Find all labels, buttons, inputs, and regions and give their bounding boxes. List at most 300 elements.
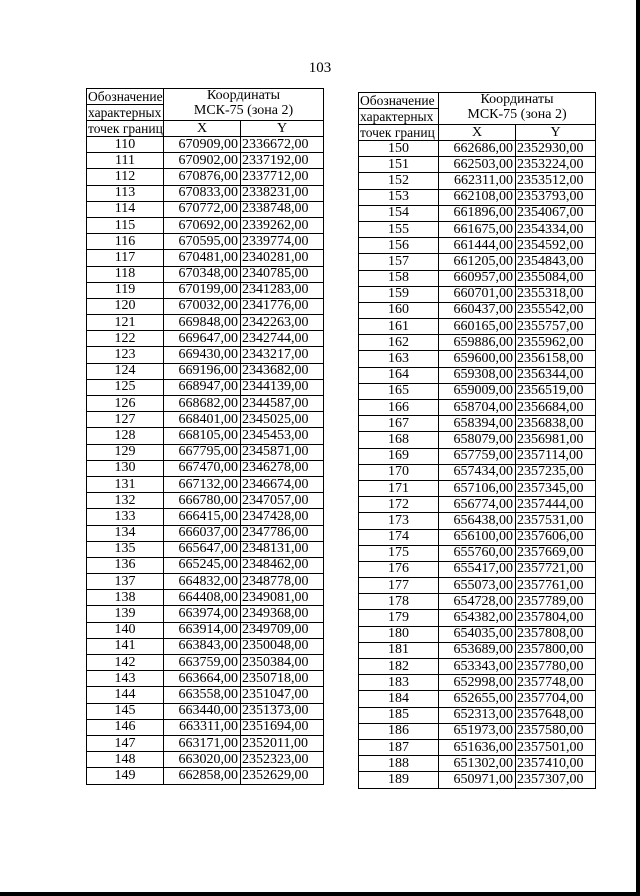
point-id: 176 [359, 561, 439, 577]
coord-y: 2345453,00 [241, 428, 324, 444]
coord-x: 663171,00 [164, 735, 241, 751]
coord-y: 2357235,00 [516, 464, 596, 480]
table-row [87, 412, 324, 428]
coord-y: 2342263,00 [241, 315, 324, 331]
coord-y: 2351694,00 [241, 719, 324, 735]
coord-y: 2353793,00 [516, 189, 596, 205]
coord-y: 2355542,00 [516, 302, 596, 318]
table-row [359, 254, 596, 270]
table-row [87, 234, 324, 250]
point-id: 125 [87, 379, 164, 395]
coord-x: 661444,00 [439, 238, 516, 254]
point-id: 156 [359, 238, 439, 254]
coord-x: 663664,00 [164, 671, 241, 687]
coord-x: 670833,00 [164, 185, 241, 201]
point-id: 120 [87, 298, 164, 314]
table-row [359, 642, 596, 658]
coord-y: 2357606,00 [516, 529, 596, 545]
point-id: 135 [87, 541, 164, 557]
coord-x: 664408,00 [164, 590, 241, 606]
table-row [87, 250, 324, 266]
coord-x: 650971,00 [439, 772, 516, 788]
coord-x: 658704,00 [439, 400, 516, 416]
table-row [359, 772, 596, 788]
coord-y: 2346674,00 [241, 476, 324, 492]
coord-x: 654382,00 [439, 610, 516, 626]
coord-x: 652313,00 [439, 707, 516, 723]
coord-y: 2354334,00 [516, 221, 596, 237]
point-id: 119 [87, 282, 164, 298]
coord-x: 663558,00 [164, 687, 241, 703]
table-row [87, 363, 324, 379]
point-id: 128 [87, 428, 164, 444]
coord-y: 2352011,00 [241, 735, 324, 751]
coord-x: 657759,00 [439, 448, 516, 464]
coord-y: 2357748,00 [516, 675, 596, 691]
point-id: 174 [359, 529, 439, 545]
coord-y: 2347057,00 [241, 493, 324, 509]
point-id: 131 [87, 476, 164, 492]
point-id: 110 [87, 137, 164, 153]
coord-y: 2343217,00 [241, 347, 324, 363]
table-row [87, 655, 324, 671]
coord-y: 2357721,00 [516, 561, 596, 577]
coord-x: 659308,00 [439, 367, 516, 383]
coord-y: 2347786,00 [241, 525, 324, 541]
table-row [359, 707, 596, 723]
coord-x: 657434,00 [439, 464, 516, 480]
point-id: 175 [359, 545, 439, 561]
table-row [359, 756, 596, 772]
coord-y: 2336672,00 [241, 137, 324, 153]
coord-y: 2357345,00 [516, 480, 596, 496]
coord-x: 662858,00 [164, 768, 241, 784]
table-row [359, 351, 596, 367]
table-row [87, 396, 324, 412]
point-id: 144 [87, 687, 164, 703]
coord-y: 2357789,00 [516, 594, 596, 610]
table-row [87, 444, 324, 460]
header-y: Y [516, 125, 596, 141]
coord-y: 2349081,00 [241, 590, 324, 606]
header-coordinates-title: Координаты [480, 92, 554, 107]
coord-x: 651302,00 [439, 756, 516, 772]
header-y: Y [241, 121, 324, 137]
point-id: 157 [359, 254, 439, 270]
coord-x: 663974,00 [164, 606, 241, 622]
point-id: 126 [87, 396, 164, 412]
table-row [87, 298, 324, 314]
table-row [87, 476, 324, 492]
coord-y: 2349368,00 [241, 606, 324, 622]
coord-x: 670876,00 [164, 169, 241, 185]
coord-y: 2350384,00 [241, 655, 324, 671]
table-row [87, 428, 324, 444]
coord-y: 2348462,00 [241, 557, 324, 573]
coord-y: 2356158,00 [516, 351, 596, 367]
table-row [87, 752, 324, 768]
table-row [359, 675, 596, 691]
point-id: 158 [359, 270, 439, 286]
point-id: 148 [87, 752, 164, 768]
table-row [359, 238, 596, 254]
coord-x: 659886,00 [439, 335, 516, 351]
coord-x: 667470,00 [164, 460, 241, 476]
table-row [359, 319, 596, 335]
point-id: 167 [359, 416, 439, 432]
coord-y: 2342744,00 [241, 331, 324, 347]
coord-x: 662503,00 [439, 157, 516, 173]
coord-x: 667795,00 [164, 444, 241, 460]
coordinates-body-right [359, 141, 596, 789]
table-row [87, 347, 324, 363]
scan-border-right [636, 0, 640, 896]
table-row [359, 610, 596, 626]
coord-y: 2357531,00 [516, 513, 596, 529]
point-id: 187 [359, 739, 439, 755]
coord-x: 655760,00 [439, 545, 516, 561]
table-row [359, 691, 596, 707]
coord-x: 670902,00 [164, 153, 241, 169]
point-id: 160 [359, 302, 439, 318]
header-coordinates [439, 93, 596, 125]
table-row [359, 723, 596, 739]
coord-x: 660957,00 [439, 270, 516, 286]
coord-x: 670032,00 [164, 298, 241, 314]
table-row [359, 141, 596, 157]
table-row [359, 432, 596, 448]
table-row [87, 687, 324, 703]
point-id: 153 [359, 189, 439, 205]
table-row [359, 416, 596, 432]
coord-y: 2357114,00 [516, 448, 596, 464]
coord-y: 2357804,00 [516, 610, 596, 626]
coord-y: 2357580,00 [516, 723, 596, 739]
point-id: 168 [359, 432, 439, 448]
coord-x: 652655,00 [439, 691, 516, 707]
table-row [87, 169, 324, 185]
coord-y: 2352323,00 [241, 752, 324, 768]
point-id: 139 [87, 606, 164, 622]
coord-x: 670692,00 [164, 217, 241, 233]
coord-x: 662311,00 [439, 173, 516, 189]
coord-y: 2356838,00 [516, 416, 596, 432]
table-row [87, 266, 324, 282]
coord-x: 670199,00 [164, 282, 241, 298]
coord-y: 2357648,00 [516, 707, 596, 723]
table-row [87, 460, 324, 476]
table-row [359, 270, 596, 286]
coord-x: 657106,00 [439, 480, 516, 496]
header-coordinates [164, 89, 324, 121]
coord-x: 666780,00 [164, 493, 241, 509]
point-id: 121 [87, 315, 164, 331]
coord-y: 2356981,00 [516, 432, 596, 448]
table-row [359, 302, 596, 318]
point-id: 111 [87, 153, 164, 169]
point-id: 118 [87, 266, 164, 282]
coord-y: 2355757,00 [516, 319, 596, 335]
point-id: 171 [359, 480, 439, 496]
coord-y: 2357410,00 [516, 756, 596, 772]
coord-y: 2337712,00 [241, 169, 324, 185]
coord-y: 2355318,00 [516, 286, 596, 302]
point-id: 155 [359, 221, 439, 237]
point-id: 177 [359, 578, 439, 594]
coord-y: 2352629,00 [241, 768, 324, 784]
point-id: 140 [87, 622, 164, 638]
coord-x: 654728,00 [439, 594, 516, 610]
point-id: 124 [87, 363, 164, 379]
point-id: 189 [359, 772, 439, 788]
coord-y: 2348778,00 [241, 574, 324, 590]
coord-x: 670348,00 [164, 266, 241, 282]
point-id: 161 [359, 319, 439, 335]
coord-x: 666415,00 [164, 509, 241, 525]
table-row [87, 509, 324, 525]
coord-y: 2350048,00 [241, 638, 324, 654]
coord-x: 670481,00 [164, 250, 241, 266]
coord-y: 2354843,00 [516, 254, 596, 270]
table-row [359, 480, 596, 496]
coord-y: 2357307,00 [516, 772, 596, 788]
table-row [359, 561, 596, 577]
point-id: 122 [87, 331, 164, 347]
table-row [87, 703, 324, 719]
coord-y: 2357444,00 [516, 497, 596, 513]
point-id: 142 [87, 655, 164, 671]
point-id: 179 [359, 610, 439, 626]
point-id: 152 [359, 173, 439, 189]
coord-x: 663759,00 [164, 655, 241, 671]
point-id: 185 [359, 707, 439, 723]
coord-x: 663914,00 [164, 622, 241, 638]
table-row [87, 606, 324, 622]
coord-y: 2355084,00 [516, 270, 596, 286]
point-id: 147 [87, 735, 164, 751]
point-id: 182 [359, 659, 439, 675]
coord-y: 2352930,00 [516, 141, 596, 157]
coord-x: 655417,00 [439, 561, 516, 577]
point-id: 166 [359, 400, 439, 416]
table-row [359, 448, 596, 464]
coord-y: 2354592,00 [516, 238, 596, 254]
coord-x: 655073,00 [439, 578, 516, 594]
header-coordinate-system: МСК-75 (зона 2) [193, 102, 294, 118]
table-row [87, 315, 324, 331]
point-id: 141 [87, 638, 164, 654]
point-id: 173 [359, 513, 439, 529]
table-row [359, 739, 596, 755]
coord-y: 2357780,00 [516, 659, 596, 675]
point-id: 137 [87, 574, 164, 590]
point-id: 170 [359, 464, 439, 480]
point-id: 178 [359, 594, 439, 610]
table-row [359, 173, 596, 189]
point-id: 164 [359, 367, 439, 383]
coord-y: 2347428,00 [241, 509, 324, 525]
coord-x: 661205,00 [439, 254, 516, 270]
table-row [87, 768, 324, 784]
coord-x: 663311,00 [164, 719, 241, 735]
table-row [359, 529, 596, 545]
point-id: 165 [359, 383, 439, 399]
coord-x: 651636,00 [439, 739, 516, 755]
header-designation-line-3: точек границ [359, 125, 439, 141]
coord-x: 668947,00 [164, 379, 241, 395]
point-id: 115 [87, 217, 164, 233]
coord-x: 660701,00 [439, 286, 516, 302]
coord-x: 670909,00 [164, 137, 241, 153]
coord-y: 2350718,00 [241, 671, 324, 687]
table-row [359, 513, 596, 529]
coord-y: 2357501,00 [516, 739, 596, 755]
table-row [359, 221, 596, 237]
coord-y: 2345025,00 [241, 412, 324, 428]
coord-y: 2356344,00 [516, 367, 596, 383]
point-id: 180 [359, 626, 439, 642]
coord-x: 665245,00 [164, 557, 241, 573]
coord-x: 670772,00 [164, 201, 241, 217]
point-id: 188 [359, 756, 439, 772]
header-designation-line-2: характерных [359, 109, 439, 125]
table-row [87, 590, 324, 606]
point-id: 169 [359, 448, 439, 464]
coord-x: 656774,00 [439, 497, 516, 513]
table-row [359, 578, 596, 594]
coord-x: 663843,00 [164, 638, 241, 654]
coord-y: 2353224,00 [516, 157, 596, 173]
coord-y: 2338748,00 [241, 201, 324, 217]
coord-x: 670595,00 [164, 234, 241, 250]
point-id: 143 [87, 671, 164, 687]
table-row [87, 153, 324, 169]
header-x: X [439, 125, 516, 141]
point-id: 116 [87, 234, 164, 250]
coord-x: 653343,00 [439, 659, 516, 675]
table-row [359, 383, 596, 399]
table-row [359, 286, 596, 302]
header-designation-line-1: Обозначение [359, 93, 439, 109]
coord-y: 2357761,00 [516, 578, 596, 594]
coord-y: 2354067,00 [516, 205, 596, 221]
table-row [87, 557, 324, 573]
table-row [87, 638, 324, 654]
coord-y: 2339262,00 [241, 217, 324, 233]
coord-y: 2341283,00 [241, 282, 324, 298]
table-row [87, 525, 324, 541]
header-x: X [164, 121, 241, 137]
header-coordinates-title: Координаты [207, 88, 280, 103]
coord-y: 2357808,00 [516, 626, 596, 642]
coord-y: 2345871,00 [241, 444, 324, 460]
coord-y: 2356519,00 [516, 383, 596, 399]
point-id: 146 [87, 719, 164, 735]
point-id: 172 [359, 497, 439, 513]
table-row [87, 201, 324, 217]
point-id: 117 [87, 250, 164, 266]
coord-x: 667132,00 [164, 476, 241, 492]
table-row [359, 659, 596, 675]
coord-y: 2346278,00 [241, 460, 324, 476]
coord-y: 2344587,00 [241, 396, 324, 412]
table-row [87, 137, 324, 153]
table-row [87, 331, 324, 347]
table-row [359, 367, 596, 383]
coord-x: 662108,00 [439, 189, 516, 205]
coord-x: 665647,00 [164, 541, 241, 557]
coord-x: 652998,00 [439, 675, 516, 691]
coord-y: 2337192,00 [241, 153, 324, 169]
coord-x: 653689,00 [439, 642, 516, 658]
point-id: 136 [87, 557, 164, 573]
table-row [87, 282, 324, 298]
coord-x: 669647,00 [164, 331, 241, 347]
coord-x: 660165,00 [439, 319, 516, 335]
coord-x: 663440,00 [164, 703, 241, 719]
point-id: 181 [359, 642, 439, 658]
scan-border-bottom [0, 892, 640, 896]
table-row [359, 400, 596, 416]
table-row [359, 594, 596, 610]
coord-x: 668682,00 [164, 396, 241, 412]
coord-y: 2353512,00 [516, 173, 596, 189]
coord-x: 659009,00 [439, 383, 516, 399]
point-id: 162 [359, 335, 439, 351]
point-id: 154 [359, 205, 439, 221]
coord-x: 662686,00 [439, 141, 516, 157]
coord-y: 2357669,00 [516, 545, 596, 561]
table-row [87, 217, 324, 233]
coord-y: 2340785,00 [241, 266, 324, 282]
coordinates-table-left [86, 88, 324, 785]
table-row [359, 626, 596, 642]
table-row [359, 157, 596, 173]
coord-x: 651973,00 [439, 723, 516, 739]
point-id: 112 [87, 169, 164, 185]
coord-y: 2343682,00 [241, 363, 324, 379]
table-row [359, 464, 596, 480]
point-id: 130 [87, 460, 164, 476]
coord-y: 2344139,00 [241, 379, 324, 395]
point-id: 114 [87, 201, 164, 217]
table-row [87, 185, 324, 201]
point-id: 145 [87, 703, 164, 719]
table-row [359, 189, 596, 205]
coord-x: 654035,00 [439, 626, 516, 642]
coord-x: 659600,00 [439, 351, 516, 367]
coord-y: 2339774,00 [241, 234, 324, 250]
point-id: 184 [359, 691, 439, 707]
point-id: 133 [87, 509, 164, 525]
table-row [87, 671, 324, 687]
table-row [359, 335, 596, 351]
table-row [87, 541, 324, 557]
coordinates-table-right [358, 92, 596, 789]
table-row [87, 622, 324, 638]
point-id: 113 [87, 185, 164, 201]
coord-y: 2341776,00 [241, 298, 324, 314]
coord-y: 2356684,00 [516, 400, 596, 416]
coord-y: 2355962,00 [516, 335, 596, 351]
table-row [87, 379, 324, 395]
table-row [359, 545, 596, 561]
point-id: 123 [87, 347, 164, 363]
coord-y: 2357704,00 [516, 691, 596, 707]
point-id: 134 [87, 525, 164, 541]
coord-x: 656100,00 [439, 529, 516, 545]
coord-x: 658394,00 [439, 416, 516, 432]
